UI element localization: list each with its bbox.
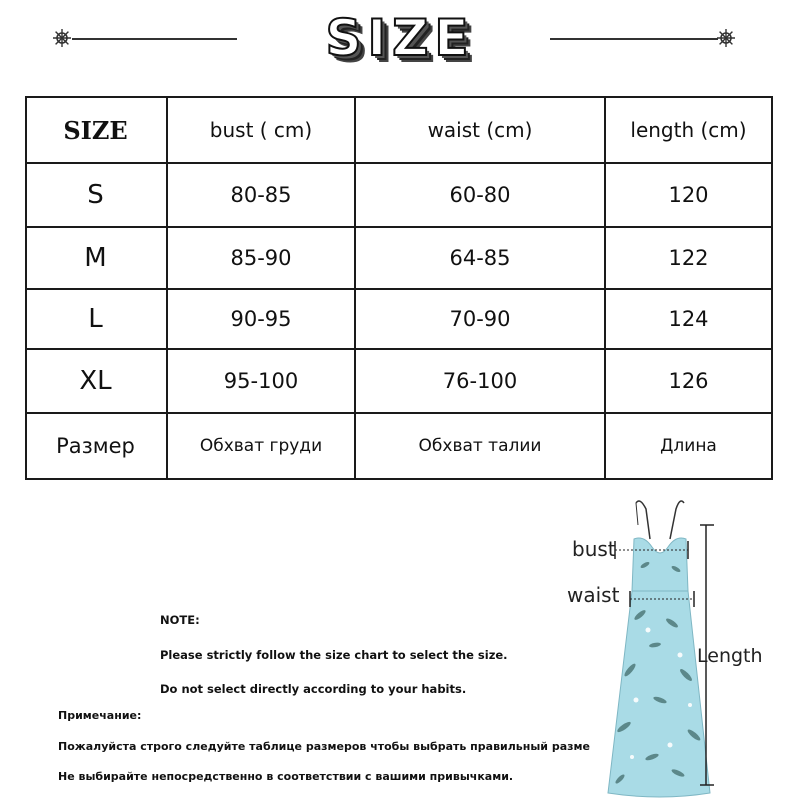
bust-value: 90-95	[230, 307, 292, 331]
waist-value: 76-100	[442, 369, 518, 393]
table-border	[25, 478, 773, 480]
length-value: 126	[668, 369, 709, 393]
size-label: S	[87, 180, 104, 210]
bust-value: 85-90	[230, 246, 292, 270]
size-label: M	[84, 243, 107, 273]
ships-wheel-icon	[52, 28, 72, 48]
length-value: 124	[668, 307, 709, 331]
header-size: SIZE	[63, 115, 128, 145]
length-measure-label: Length	[697, 645, 763, 667]
header-bust: bust ( cm)	[209, 118, 313, 142]
bust-value: 80-85	[230, 183, 292, 207]
russian-note-title: Примечание:	[58, 709, 142, 722]
russian-bust-label: Обхват груди	[199, 436, 323, 456]
title-text: SIZE	[325, 9, 475, 67]
waist-value: 64-85	[449, 246, 511, 270]
size-label: XL	[79, 366, 112, 396]
ships-wheel-icon	[716, 28, 736, 48]
waist-value: 70-90	[449, 307, 511, 331]
note-line: Do not select directly according to your habits.	[160, 682, 467, 696]
bust-value: 95-100	[223, 369, 299, 393]
russian-note-line: Пожалуйста строго следуйте таблице размеров чтобы выбрать правильный разме	[58, 740, 590, 753]
russian-note-line: Не выбирайте непосредственно в соответствии с вашими привычками.	[58, 770, 514, 783]
length-value: 122	[668, 246, 709, 270]
note-title: NOTE:	[160, 613, 200, 627]
russian-length-label: Длина	[660, 436, 717, 456]
size-chart-table	[25, 96, 773, 480]
header-rule-right	[550, 38, 718, 40]
header-waist: waist (cm)	[427, 118, 533, 142]
length-value: 120	[668, 183, 709, 207]
russian-size-label: Размер	[56, 434, 135, 458]
bust-measure-label: bust	[572, 537, 616, 561]
size-label: L	[88, 304, 103, 334]
header-rule-left	[72, 38, 237, 40]
waist-measure-label: waist	[567, 583, 620, 607]
note-line: Please strictly follow the size chart to select the size.	[160, 648, 508, 662]
header-length: length (cm)	[630, 118, 747, 142]
page-title	[282, 8, 518, 68]
russian-waist-label: Обхват талии	[418, 436, 542, 456]
table-border	[771, 96, 773, 480]
waist-value: 60-80	[449, 183, 511, 207]
